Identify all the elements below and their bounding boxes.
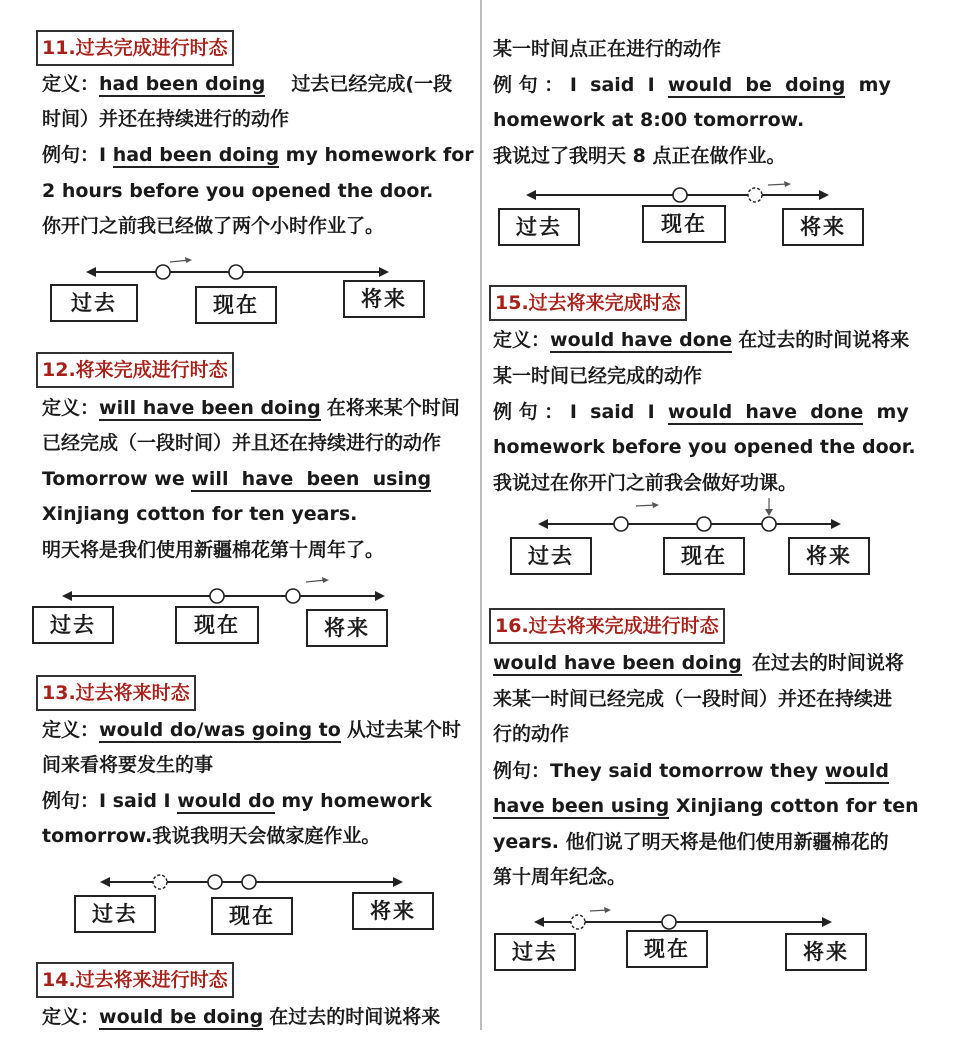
translation-11: 你开门之前我已经做了两个小时作业了。 [42, 215, 385, 237]
timeline-16-future: 将来 [785, 933, 867, 971]
heading-15: 15.过去将来完成时态 [489, 285, 687, 321]
timeline-13-future: 将来 [352, 892, 434, 930]
example-15: 例 句 ： I said I would have done my [493, 401, 909, 423]
example-11-line2: 2 hours before you opened the door. [42, 180, 434, 202]
definition-14: 定义：would be doing 在过去的时间说将来 [42, 1006, 441, 1028]
definition-13-line2: 间来看将要发生的事 [42, 754, 214, 776]
timeline-14-present: 现在 [642, 205, 726, 243]
translation-12: 明天将是我们使用新疆棉花第十周年了。 [42, 539, 385, 561]
example-12-line2: Xinjiang cotton for ten years. [42, 503, 358, 525]
definition-11-line2: 时间）并还在持续进行的动作 [42, 108, 290, 130]
timeline-11-present: 现在 [195, 286, 277, 324]
example-16: 例句：They said tomorrow they would [493, 760, 889, 782]
timeline-12-future: 将来 [306, 609, 388, 647]
definition-16-line3: 行的动作 [493, 723, 570, 745]
definition-15: 定义：would have done 在过去的时间说将来 [493, 329, 910, 351]
timeline-11-future: 将来 [343, 280, 425, 318]
timeline-15-past: 过去 [510, 537, 592, 575]
heading-16: 16.过去将来完成进行时态 [489, 608, 725, 644]
definition-13: 定义：would do/was going to 从过去某个时 [42, 719, 461, 741]
timeline-15-present: 现在 [663, 537, 745, 575]
timeline-14-future: 将来 [782, 208, 864, 246]
timeline-14-past: 过去 [498, 208, 580, 246]
definition-12: 定义：will have been doing 在将来某个时间 [42, 397, 460, 419]
example-16-line3: years. 他们说了明天将是他们使用新疆棉花的 [493, 831, 889, 853]
example-14: 例 句 ： I said I would be doing my [493, 74, 891, 96]
example-14-line2: homework at 8:00 tomorrow. [493, 109, 805, 131]
example-11: 例句：I had been doing my homework for [42, 144, 474, 166]
timeline-12-present: 现在 [175, 606, 259, 644]
definition-16-line2: 来某一时间已经完成（一段时间）并还在持续进 [493, 688, 893, 710]
example-13: 例句：I said I would do my homework [42, 790, 433, 812]
example-15-line2: homework before you opened the door. [493, 436, 916, 458]
definition-12-line2: 已经完成（一段时间）并且还在持续进行的动作 [42, 432, 442, 454]
heading-14: 14.过去将来进行时态 [36, 962, 234, 998]
timeline-16-past: 过去 [494, 933, 576, 971]
example-13-line2: tomorrow.我说我明天会做家庭作业。 [42, 825, 381, 847]
heading-11: 11.过去完成进行时态 [36, 30, 234, 66]
definition-16: would have been doing 在过去的时间说将 [493, 652, 904, 674]
heading-13: 13.过去将来时态 [36, 675, 196, 711]
timeline-16-present: 现在 [626, 930, 708, 968]
translation-15: 我说过在你开门之前我会做好功课。 [493, 472, 798, 494]
timeline-13-past: 过去 [74, 895, 156, 933]
timeline-11-past: 过去 [50, 284, 138, 322]
example-12: Tomorrow we will have been using [42, 468, 432, 490]
definition-15-line2: 某一时间已经完成的动作 [493, 365, 703, 387]
example-16-line2: have been using Xinjiang cotton for ten [493, 795, 919, 817]
timeline-13-present: 现在 [211, 897, 293, 935]
translation-14: 我说过了我明天 8 点正在做作业。 [493, 145, 786, 167]
timeline-15-future: 将来 [788, 537, 870, 575]
example-16-line4: 第十周年纪念。 [493, 866, 627, 888]
definition-14-line2: 某一时间点正在进行的动作 [493, 38, 722, 60]
column-divider [480, 0, 482, 1030]
heading-12: 12.将来完成进行时态 [36, 352, 234, 388]
definition-11: 定义：had been doing 过去已经完成(一段 [42, 73, 453, 95]
timeline-12-past: 过去 [32, 606, 114, 644]
